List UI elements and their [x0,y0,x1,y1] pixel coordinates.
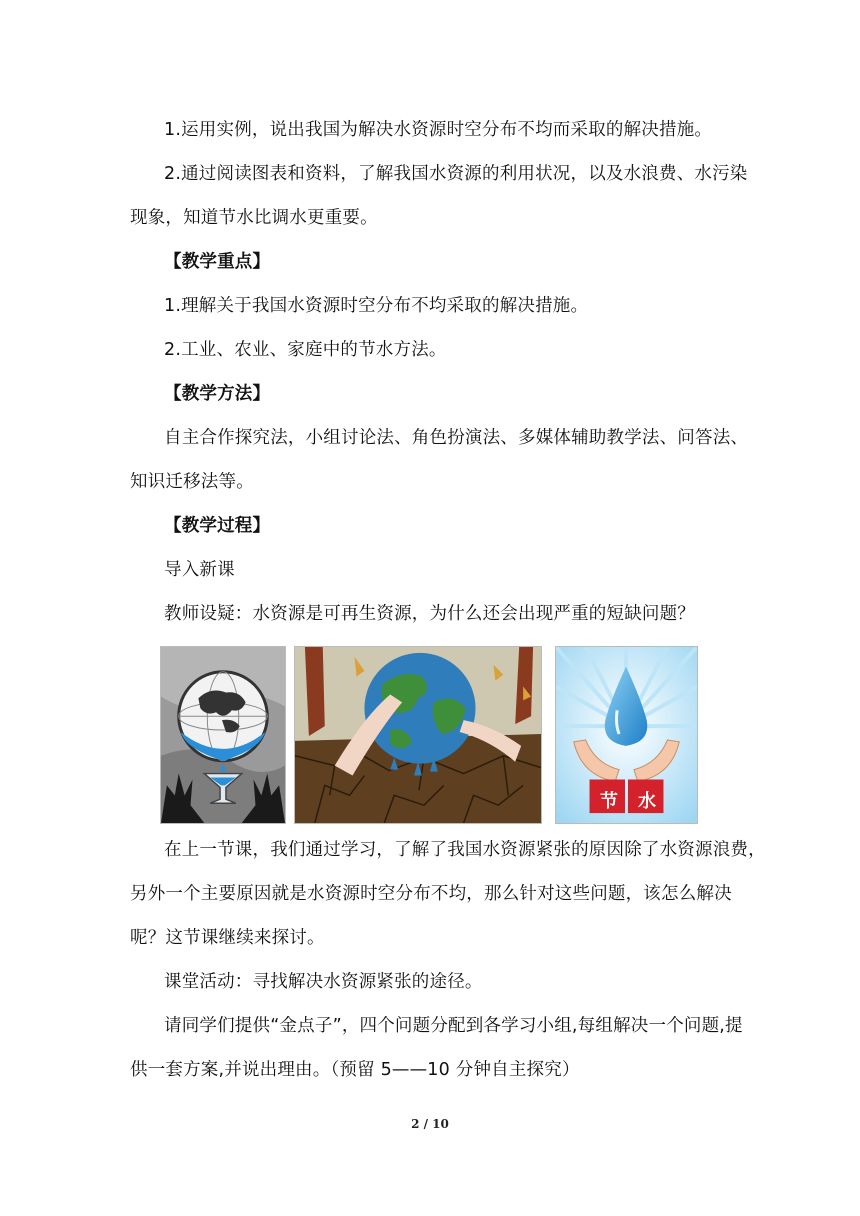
teacher-question: 教师设疑：水资源是可再生资源，为什么还会出现严重的短缺问题？ [164,604,695,624]
poster-label-left: 节 [600,791,618,812]
illustration-row [160,646,700,824]
objective-1: 1.运用实例，说出我国为解决水资源时空分布不均而采取的解决措施。 [164,120,713,140]
review-line-2: 另外一个主要原因就是水资源时空分布不均，那么针对这些问题，该怎么解决 [130,884,732,904]
review-line-3: 呢？这节课继续来探讨。 [130,928,325,948]
methods-line-2: 知识迁移法等。 [130,472,254,492]
save-water-poster [555,646,698,824]
key-point-1: 1.理解关于我国水资源时空分布不均采取的解决措施。 [164,296,589,316]
intro-label: 导入新课 [164,560,235,580]
poster-label-right: 水 [638,791,656,812]
class-activity: 课堂活动：寻找解决水资源紧张的途径。 [164,972,483,992]
review-line-1: 在上一节课，我们通过学习，了解了我国水资源紧张的原因除了水资源浪费， [164,840,766,860]
page-number: 2 / 10 [411,1117,449,1131]
key-point-2: 2.工业、农业、家庭中的节水方法。 [164,340,447,360]
globe-goblet-image [160,646,286,824]
heading-key-points: 【教学重点】 [164,252,271,272]
hands-earth-drought-image [294,646,542,824]
heading-teaching-process: 【教学过程】 [164,516,271,536]
task-line-1: 请同学们提供“金点子”，四个问题分配到各学习小组,每组解决一个问题,提 [164,1016,743,1036]
heading-teaching-methods: 【教学方法】 [164,384,271,404]
objective-2-line-1: 2.通过阅读图表和资料，了解我国水资源的利用状况，以及水浪费、水污染 [164,164,748,184]
task-line-2: 供一套方案,并说出理由。（预留 5——10 分钟自主探究） [130,1060,580,1080]
objective-2-line-2: 现象，知道节水比调水更重要。 [130,208,378,228]
methods-line-1: 自主合作探究法，小组讨论法、角色扮演法、多媒体辅助教学法、问答法、 [164,428,749,448]
